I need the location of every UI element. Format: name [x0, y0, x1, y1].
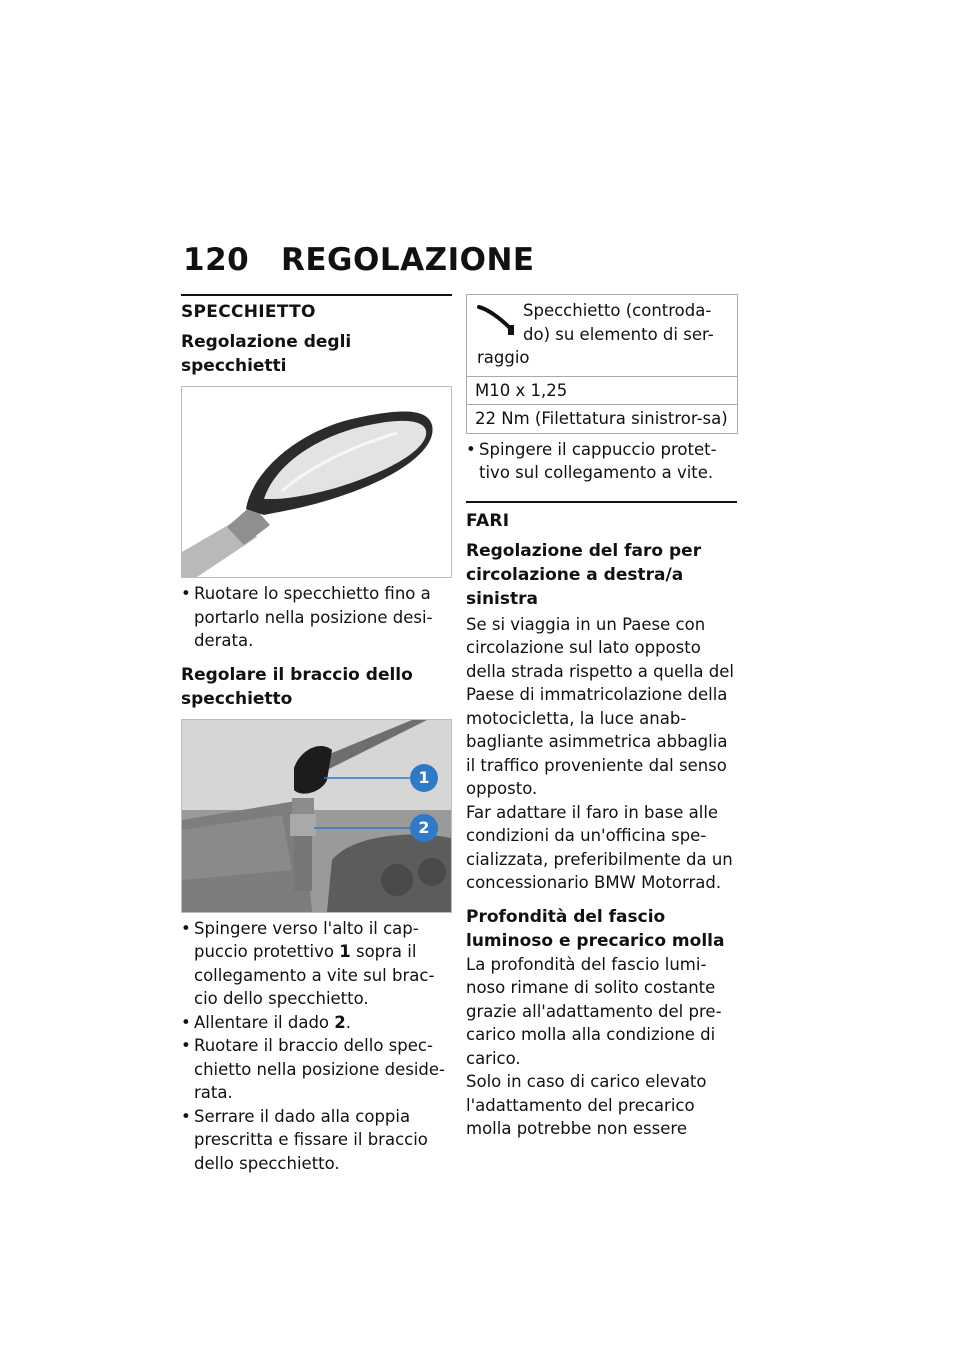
spec-thread: M10 x 1,25 [467, 376, 737, 405]
section-divider [466, 501, 737, 503]
list-item: • Spingere verso l'alto il cap-puccio protettivo 1 sopra il collegamento a vite sul brac-cio dello specchietto. [181, 917, 452, 1011]
callout-2: 2 [410, 814, 438, 842]
spec-torque: 22 Nm (Filettatura sinistror-sa) [467, 404, 737, 433]
list-item: • Allentare il dado 2. [181, 1011, 452, 1035]
mirror-photo [181, 386, 452, 578]
torque-spec-table [466, 294, 738, 434]
paragraph: Solo in caso di carico elevato l'adattamento del precarico molla potrebbe non essere [466, 1072, 707, 1138]
section-divider [181, 294, 452, 296]
list-item: • Ruotare lo specchietto fino a portarlo nella posizione desi-derata. [181, 582, 452, 653]
subheading-beam-depth: Profondità del fascio luminoso e precarico molla [466, 906, 725, 951]
paragraph: Far adattare il faro in base alle condizioni da un'officina spe-cializzata, preferibilmente da un concessionario BMW Motorrad. [466, 802, 733, 892]
mirror-arm-steps [181, 917, 452, 1176]
page-number: 120 [183, 242, 250, 278]
list-item: • Spingere il cappuccio protet-tivo sul collegamento a vite. [466, 438, 737, 485]
callout-1: 1 [410, 764, 438, 792]
paragraph: La profondità del fascio lumi-noso rimane di solito costante grazie all'adattamento del pre-carico molla alla condizione di carico. [466, 954, 722, 1068]
paragraph: Se si viaggia in un Paese con circolazione sul lato opposto della strada rispetto a quella del Paese di immatricolazione della motocicletta, la luce anab-bagliante asimmetrica abbaglia il traffico proveniente dal senso opposto. [466, 614, 734, 798]
cap-steps [466, 438, 737, 485]
section-title-specchietto: SPECCHIETTO [181, 302, 316, 322]
mirror-arm-photo [181, 719, 452, 913]
section-title-fari: FARI [466, 510, 510, 531]
list-item: • Serrare il dado alla coppia prescritta e fissare il braccio dello specchietto. [181, 1105, 452, 1176]
page-header [183, 242, 535, 278]
spec-heading-text: Specchietto (controda-do) su elemento di ser-raggio [477, 301, 714, 367]
subheading-headlight-traffic: Regolazione del faro per circolazione a destra/a sinistra [466, 540, 702, 609]
right-column [466, 294, 737, 1141]
page-title: REGOLAZIONE [281, 242, 535, 278]
mirror-adjust-steps [181, 582, 452, 653]
subheading-mirror-adjust: Regolazione degli specchietti [181, 332, 352, 376]
subheading-mirror-arm: Regolare il braccio dello specchietto [181, 664, 413, 709]
spec-heading [467, 295, 737, 376]
list-item: • Ruotare il braccio dello spec-chietto nella posizione deside-rata. [181, 1034, 452, 1105]
left-column [181, 294, 452, 1175]
wrench-icon [477, 299, 517, 337]
